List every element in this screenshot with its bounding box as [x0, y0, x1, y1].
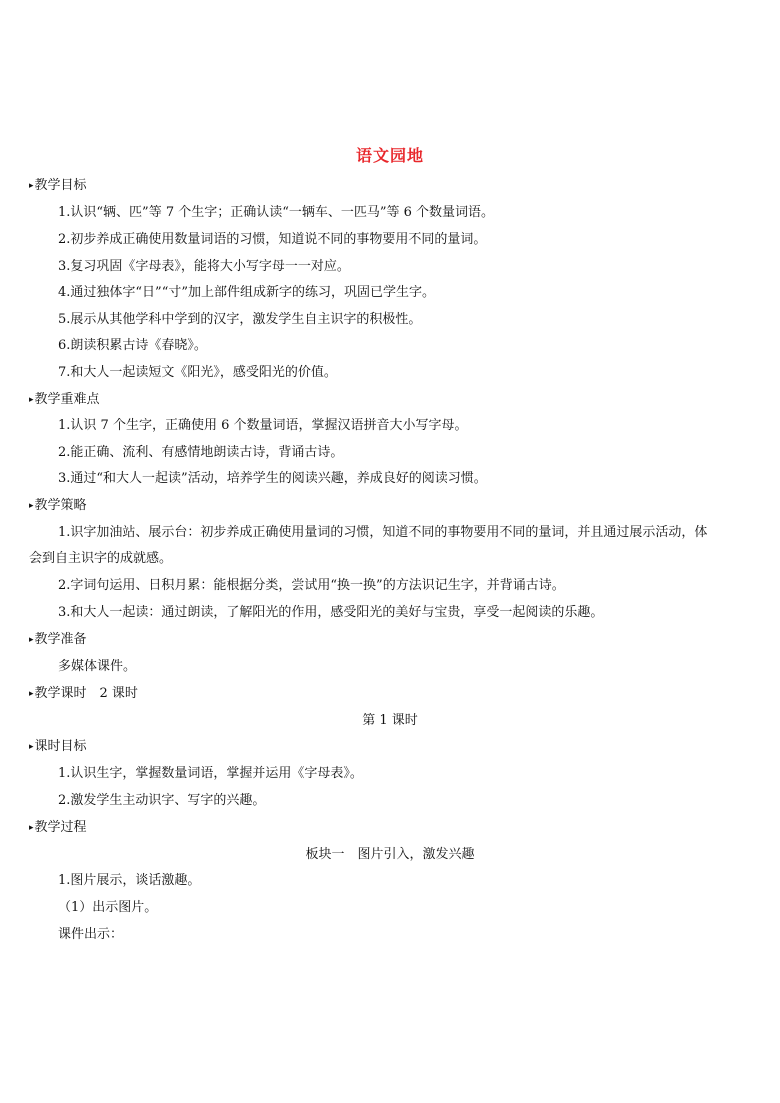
goal-item: 7.和大人一起读短文《阳光》，感受阳光的价值。 [58, 365, 337, 380]
section-heading-goals: ▸教学目标 [29, 178, 87, 193]
preparation-content: 多媒体课件。 [58, 659, 137, 674]
key-point-item: 1.认识 7 个生字，正确使用 6 个数量词语，掌握汉语拼音大小写字母。 [58, 418, 468, 433]
strategy-item-line: 会到自主识字的成就感。 [29, 551, 173, 566]
process-line: 1.图片展示，谈话激趣。 [58, 873, 201, 888]
triangle-bullet-icon: ▸ [29, 395, 34, 405]
page-title: 语文园地 [355, 146, 424, 165]
section-heading-period-goals: ▸课时目标 [29, 739, 87, 754]
section-heading-periods: ▸教学课时 2 课时 [29, 686, 138, 701]
key-point-item: 2.能正确、流利、有感情地朗读古诗，背诵古诗。 [58, 445, 344, 460]
period-goal-item: 1.认识生字，掌握数量词语，掌握并运用《字母表》。 [58, 766, 363, 781]
goal-item: 2.初步养成正确使用数量词语的习惯，知道说不同的事物要用不同的量词。 [58, 232, 487, 247]
triangle-bullet-icon: ▸ [29, 635, 34, 645]
section-heading-preparation: ▸教学准备 [29, 632, 87, 647]
process-line: 课件出示： [58, 927, 124, 942]
goal-item: 1.认识“辆、匹”等 7 个生字；正确认读“一辆车、一匹马”等 6 个数量词语。 [58, 205, 495, 220]
section-heading-strategy: ▸教学策略 [29, 498, 87, 513]
triangle-bullet-icon: ▸ [29, 823, 34, 833]
goal-item: 6.朗读积累古诗《春晓》。 [58, 338, 207, 353]
goal-item: 4.通过独体字“日”“寸”加上部件组成新字的练习，巩固已学生字。 [58, 285, 435, 300]
lesson-title: 第 1 课时 [362, 713, 418, 728]
period-goal-item: 2.激发学生主动识字、写字的兴趣。 [58, 793, 266, 808]
section-heading-process: ▸教学过程 [29, 820, 87, 835]
triangle-bullet-icon: ▸ [29, 742, 34, 752]
triangle-bullet-icon: ▸ [29, 501, 34, 511]
triangle-bullet-icon: ▸ [29, 181, 34, 191]
key-point-item: 3.通过“和大人一起读”活动，培养学生的阅读兴趣，养成良好的阅读习惯。 [58, 471, 487, 486]
goal-item: 5.展示从其他学科中学到的汉字，激发学生自主识字的积极性。 [58, 312, 422, 327]
section-heading-key-points: ▸教学重难点 [29, 392, 100, 407]
strategy-item: 3.和大人一起读：通过朗读，了解阳光的作用，感受阳光的美好与宝贵，享受一起阅读的乐趣。 [58, 605, 604, 620]
triangle-bullet-icon: ▸ [29, 689, 34, 699]
goal-item: 3.复习巩固《字母表》，能将大小写字母一一对应。 [58, 259, 350, 274]
strategy-item-line: 1.识字加油站、展示台：初步养成正确使用量词的习惯，知道不同的事物要用不同的量词，并且通过展示活动，体 [58, 525, 708, 540]
strategy-item: 2.字词句运用、日积月累：能根据分类，尝试用“换一换”的方法识记生字，并背诵古诗。 [58, 578, 565, 593]
block-title: 板块一 图片引入，激发兴趣 [305, 847, 475, 862]
process-line: （1）出示图片。 [58, 900, 158, 915]
